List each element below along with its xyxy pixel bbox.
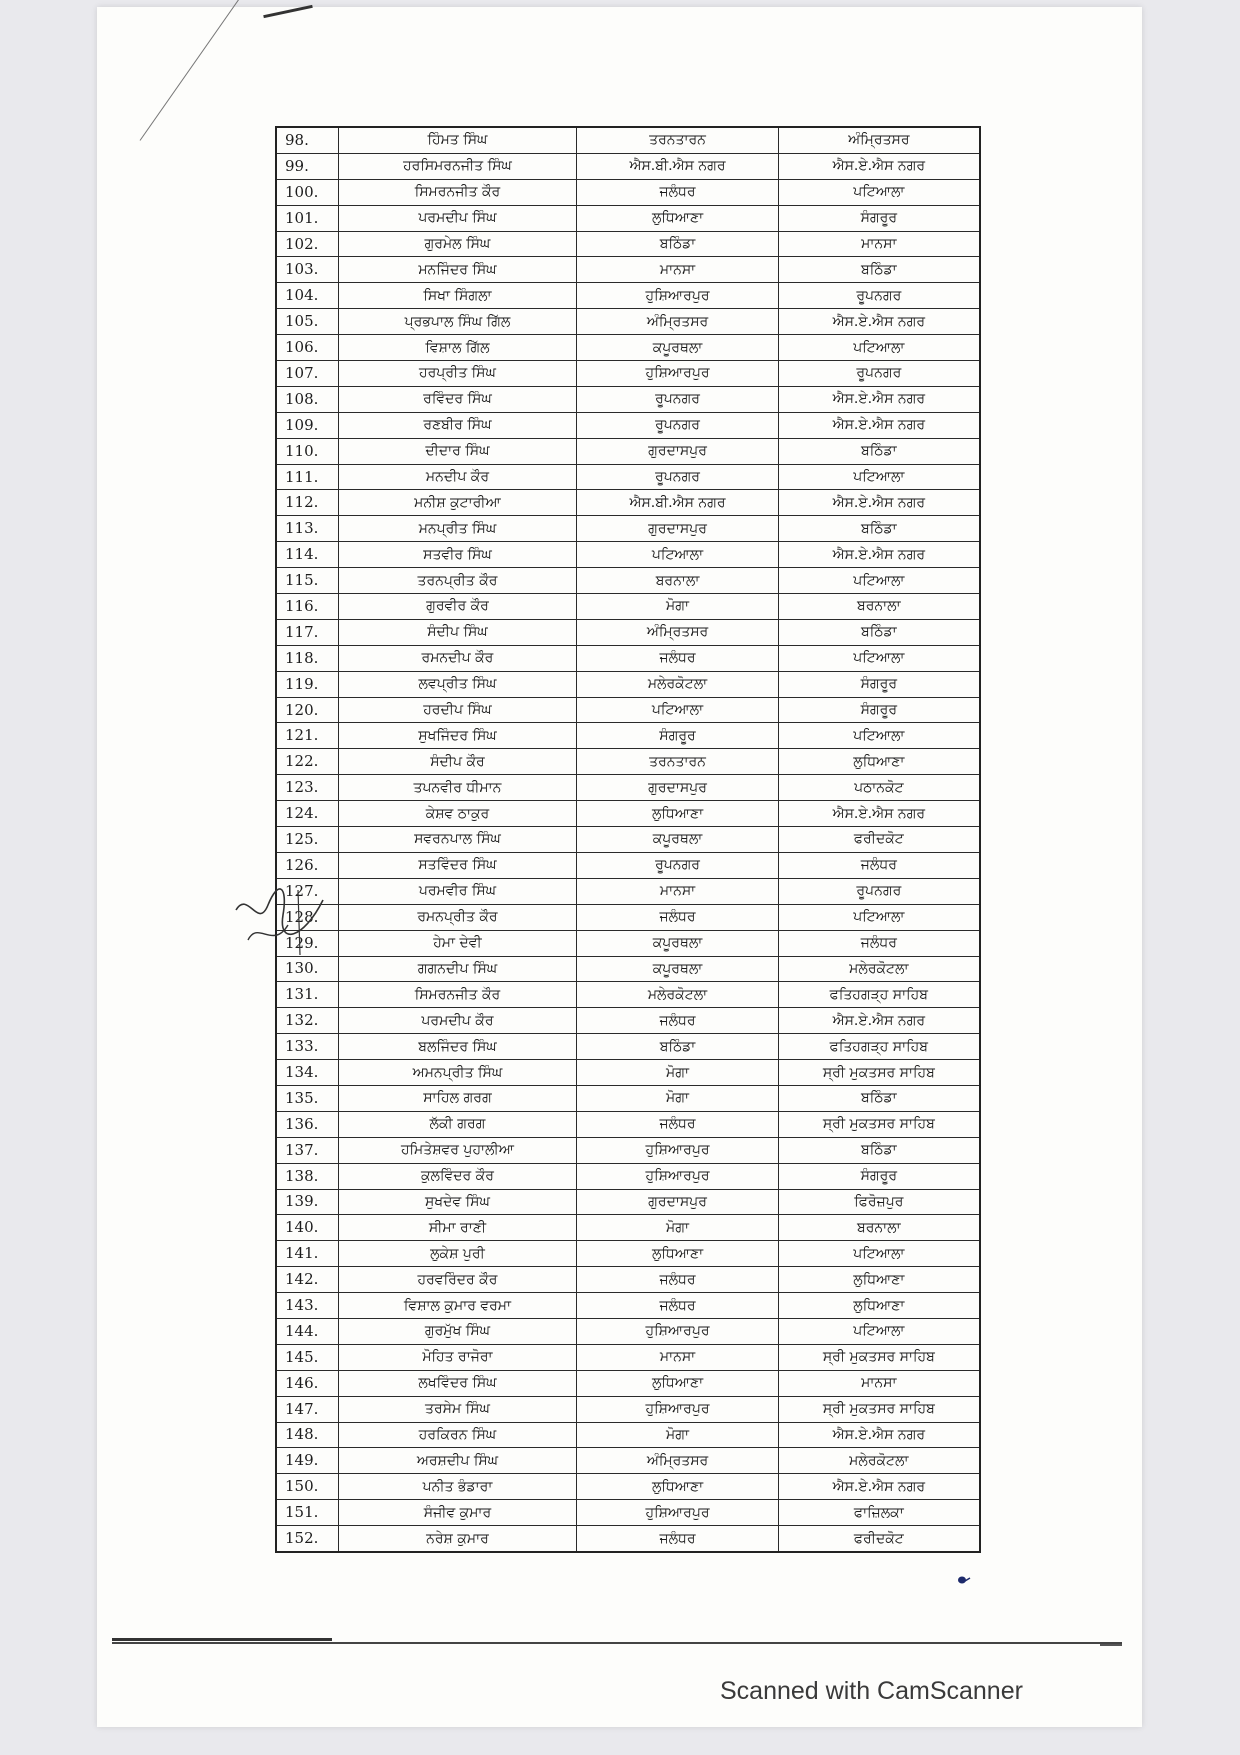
from-district: ਜਲੰਧਰ xyxy=(577,904,778,930)
table-row xyxy=(276,645,980,671)
to-district: ਐਸ.ਏ.ਐਸ ਨਗਰ xyxy=(778,1422,980,1448)
from-district: ਲੁਧਿਆਣਾ xyxy=(577,1370,778,1396)
from-district: ਅੰਮ੍ਰਿਤਸਰ xyxy=(577,309,778,335)
table-row xyxy=(276,1526,980,1552)
candidate-name: ਸੰਦੀਪ ਕੌਰ xyxy=(338,749,577,775)
table-row xyxy=(276,231,980,257)
to-district: ਸ੍ਰੀ ਮੁਕਤਸਰ ਸਾਹਿਬ xyxy=(778,1344,980,1370)
row-number: 126. xyxy=(276,852,338,878)
to-district: ਮਲੇਰਕੋਟਲਾ xyxy=(778,1448,980,1474)
row-number: 111. xyxy=(276,464,338,490)
candidate-name: ਹੇਮਾ ਦੇਵੀ xyxy=(338,930,577,956)
to-district: ਲੁਧਿਆਣਾ xyxy=(778,749,980,775)
to-district: ਪਟਿਆਲਾ xyxy=(778,1241,980,1267)
candidate-name: ਲਵਪ੍ਰੀਤ ਸਿੰਘ xyxy=(338,671,577,697)
to-district: ਐਸ.ਏ.ਐਸ ਨਗਰ xyxy=(778,153,980,179)
row-number: 118. xyxy=(276,645,338,671)
to-district: ਰੂਪਨਗਰ xyxy=(778,283,980,309)
to-district: ਸ੍ਰੀ ਮੁਕਤਸਰ ਸਾਹਿਬ xyxy=(778,1060,980,1086)
candidate-name: ਕੇਸ਼ਵ ਠਾਕੁਰ xyxy=(338,801,577,827)
table-row xyxy=(276,490,980,516)
row-number: 115. xyxy=(276,568,338,594)
to-district: ਲੁਧਿਆਣਾ xyxy=(778,1293,980,1319)
from-district: ਹੁਸ਼ਿਆਰਪੁਰ xyxy=(577,1500,778,1526)
from-district: ਰੂਪਨਗਰ xyxy=(577,464,778,490)
row-number: 124. xyxy=(276,801,338,827)
row-number: 119. xyxy=(276,671,338,697)
candidate-name: ਲੁਕੇਸ਼ ਪੁਰੀ xyxy=(338,1241,577,1267)
from-district: ਲੁਧਿਆਣਾ xyxy=(577,205,778,231)
from-district: ਤਰਨਤਾਰਨ xyxy=(577,749,778,775)
row-number: 139. xyxy=(276,1189,338,1215)
table-row xyxy=(276,1448,980,1474)
row-number: 147. xyxy=(276,1396,338,1422)
candidate-name: ਮਨੀਸ਼ ਕੁਟਾਰੀਆ xyxy=(338,490,577,516)
to-district: ਪਟਿਆਲਾ xyxy=(778,1318,980,1344)
from-district: ਹੁਸ਼ਿਆਰਪੁਰ xyxy=(577,1396,778,1422)
to-district: ਐਸ.ਏ.ਐਸ ਨਗਰ xyxy=(778,412,980,438)
from-district: ਹੁਸ਼ਿਆਰਪੁਰ xyxy=(577,1163,778,1189)
candidate-name: ਮਨਜਿੰਦਰ ਸਿੰਘ xyxy=(338,257,577,283)
candidate-name: ਸੰਜੀਵ ਕੁਮਾਰ xyxy=(338,1500,577,1526)
from-district: ਮਾਨਸਾ xyxy=(577,878,778,904)
table-row xyxy=(276,930,980,956)
row-number: 134. xyxy=(276,1060,338,1086)
row-number: 141. xyxy=(276,1241,338,1267)
to-district: ਫਰੀਦਕੋਟ xyxy=(778,1526,980,1552)
table-row xyxy=(276,1293,980,1319)
from-district: ਮਾਨਸਾ xyxy=(577,257,778,283)
row-number: 148. xyxy=(276,1422,338,1448)
row-number: 140. xyxy=(276,1215,338,1241)
candidate-name: ਸੀਮਾ ਰਾਣੀ xyxy=(338,1215,577,1241)
to-district: ਫਤਿਹਗੜ੍ਹ ਸਾਹਿਬ xyxy=(778,982,980,1008)
candidate-name: ਮਨਦੀਪ ਕੌਰ xyxy=(338,464,577,490)
table-row xyxy=(276,464,980,490)
row-number: 136. xyxy=(276,1111,338,1137)
table-row xyxy=(276,335,980,361)
to-district: ਪਟਿਆਲਾ xyxy=(778,464,980,490)
to-district: ਪਟਿਆਲਾ xyxy=(778,904,980,930)
candidate-name: ਮੋਹਿਤ ਰਾਜੋਰਾ xyxy=(338,1344,577,1370)
to-district: ਬਠਿੰਡਾ xyxy=(778,1137,980,1163)
from-district: ਕਪੂਰਥਲਾ xyxy=(577,956,778,982)
table-row xyxy=(276,1085,980,1111)
to-district: ਫਾਜ਼ਿਲਕਾ xyxy=(778,1500,980,1526)
candidate-name: ਅਰਸ਼ਦੀਪ ਸਿੰਘ xyxy=(338,1448,577,1474)
table-row xyxy=(276,153,980,179)
row-number: 108. xyxy=(276,386,338,412)
from-district: ਜਲੰਧਰ xyxy=(577,645,778,671)
candidate-name: ਨਰੇਸ਼ ਕੁਮਾਰ xyxy=(338,1526,577,1552)
candidate-name: ਪ੍ਰਭਪਾਲ ਸਿੰਘ ਗਿੱਲ xyxy=(338,309,577,335)
from-district: ਮੋਗਾ xyxy=(577,1422,778,1448)
candidate-name: ਸਿਮਰਨਜੀਤ ਕੌਰ xyxy=(338,982,577,1008)
from-district: ਬਠਿੰਡਾ xyxy=(577,231,778,257)
table-row xyxy=(276,1500,980,1526)
candidate-name: ਪਰਮਦੀਪ ਸਿੰਘ xyxy=(338,205,577,231)
from-district: ਮੋਗਾ xyxy=(577,594,778,620)
from-district: ਪਟਿਆਲਾ xyxy=(577,542,778,568)
to-district: ਫਿਰੋਜ਼ਪੁਰ xyxy=(778,1189,980,1215)
row-number: 131. xyxy=(276,982,338,1008)
row-number: 106. xyxy=(276,335,338,361)
from-district: ਬਰਨਾਲਾ xyxy=(577,568,778,594)
from-district: ਲੁਧਿਆਣਾ xyxy=(577,1474,778,1500)
table-row xyxy=(276,749,980,775)
table-row xyxy=(276,1137,980,1163)
to-district: ਸੰਗਰੂਰ xyxy=(778,697,980,723)
row-number: 123. xyxy=(276,775,338,801)
candidate-table xyxy=(275,126,981,1553)
from-district: ਜਲੰਧਰ xyxy=(577,1526,778,1552)
row-number: 110. xyxy=(276,438,338,464)
candidate-name: ਰਵਿੰਦਰ ਸਿੰਘ xyxy=(338,386,577,412)
table-row xyxy=(276,283,980,309)
candidate-name: ਵਿਸ਼ਾਲ ਗਿੱਲ xyxy=(338,335,577,361)
row-number: 130. xyxy=(276,956,338,982)
candidate-name: ਸਤਵੀਰ ਸਿੰਘ xyxy=(338,542,577,568)
candidate-name: ਸਿਖਾ ਸਿੰਗਲਾ xyxy=(338,283,577,309)
candidate-name: ਰਮਨਦੀਪ ਕੌਰ xyxy=(338,645,577,671)
to-district: ਐਸ.ਏ.ਐਸ ਨਗਰ xyxy=(778,1008,980,1034)
from-district: ਗੁਰਦਾਸਪੁਰ xyxy=(577,1189,778,1215)
to-district: ਪਟਿਆਲਾ xyxy=(778,179,980,205)
row-number: 127. xyxy=(276,878,338,904)
to-district: ਬਠਿੰਡਾ xyxy=(778,619,980,645)
from-district: ਐਸ.ਬੀ.ਐਸ ਨਗਰ xyxy=(577,490,778,516)
row-number: 122. xyxy=(276,749,338,775)
from-district: ਅੰਮ੍ਰਿਤਸਰ xyxy=(577,1448,778,1474)
candidate-name: ਪਰਮਦੀਪ ਕੌਰ xyxy=(338,1008,577,1034)
to-district: ਰੂਪਨਗਰ xyxy=(778,361,980,387)
table-row xyxy=(276,723,980,749)
candidate-name: ਤਰਨਪ੍ਰੀਤ ਕੌਰ xyxy=(338,568,577,594)
table-row xyxy=(276,1241,980,1267)
table-row xyxy=(276,257,980,283)
to-district: ਫਰੀਦਕੋਟ xyxy=(778,827,980,853)
table-row xyxy=(276,878,980,904)
table-row xyxy=(276,361,980,387)
to-district: ਅੰਮ੍ਰਿਤਸਰ xyxy=(778,127,980,153)
from-district: ਸੰਗਰੂਰ xyxy=(577,723,778,749)
from-district: ਮਲੇਰਕੋਟਲਾ xyxy=(577,671,778,697)
from-district: ਲੁਧਿਆਣਾ xyxy=(577,801,778,827)
row-number: 149. xyxy=(276,1448,338,1474)
candidate-name: ਕੁਲਵਿੰਦਰ ਕੌਰ xyxy=(338,1163,577,1189)
from-district: ਤਰਨਤਾਰਨ xyxy=(577,127,778,153)
candidate-name: ਹਿੰਮਤ ਸਿੰਘ xyxy=(338,127,577,153)
candidate-name: ਹਰਕਿਰਨ ਸਿੰਘ xyxy=(338,1422,577,1448)
row-number: 103. xyxy=(276,257,338,283)
table-row xyxy=(276,1474,980,1500)
candidate-name: ਹਰਸਿਮਰਨਜੀਤ ਸਿੰਘ xyxy=(338,153,577,179)
row-number: 137. xyxy=(276,1137,338,1163)
table-row xyxy=(276,982,980,1008)
row-number: 104. xyxy=(276,283,338,309)
candidate-name: ਹਰਪ੍ਰੀਤ ਸਿੰਘ xyxy=(338,361,577,387)
candidate-name: ਮਨਪ੍ਰੀਤ ਸਿੰਘ xyxy=(338,516,577,542)
candidate-name: ਹਰਦੀਪ ਸਿੰਘ xyxy=(338,697,577,723)
row-number: 152. xyxy=(276,1526,338,1552)
row-number: 145. xyxy=(276,1344,338,1370)
from-district: ਕਪੂਰਥਲਾ xyxy=(577,335,778,361)
table-row xyxy=(276,568,980,594)
table-row xyxy=(276,412,980,438)
candidate-name: ਅਮਨਪ੍ਰੀਤ ਸਿੰਘ xyxy=(338,1060,577,1086)
footer-rule-left xyxy=(112,1638,332,1641)
table-row xyxy=(276,1060,980,1086)
from-district: ਜਲੰਧਰ xyxy=(577,1008,778,1034)
row-number: 114. xyxy=(276,542,338,568)
candidate-name: ਸਾਹਿਲ ਗਰਗ xyxy=(338,1085,577,1111)
candidate-name: ਗਗਨਦੀਪ ਸਿੰਘ xyxy=(338,956,577,982)
table-row xyxy=(276,852,980,878)
candidate-name: ਸਿਮਰਨਜੀਤ ਕੌਰ xyxy=(338,179,577,205)
to-district: ਬਰਨਾਲਾ xyxy=(778,594,980,620)
from-district: ਜਲੰਧਰ xyxy=(577,1267,778,1293)
row-number: 138. xyxy=(276,1163,338,1189)
row-number: 144. xyxy=(276,1318,338,1344)
candidate-name: ਲਖਵਿੰਦਰ ਸਿੰਘ xyxy=(338,1370,577,1396)
to-district: ਪਟਿਆਲਾ xyxy=(778,645,980,671)
to-district: ਐਸ.ਏ.ਐਸ ਨਗਰ xyxy=(778,309,980,335)
from-district: ਜਲੰਧਰ xyxy=(577,179,778,205)
row-number: 150. xyxy=(276,1474,338,1500)
row-number: 151. xyxy=(276,1500,338,1526)
from-district: ਗੁਰਦਾਸਪੁਰ xyxy=(577,775,778,801)
to-district: ਜਲੰਧਰ xyxy=(778,930,980,956)
table-row xyxy=(276,956,980,982)
row-number: 142. xyxy=(276,1267,338,1293)
table-row xyxy=(276,179,980,205)
to-district: ਬਰਨਾਲਾ xyxy=(778,1215,980,1241)
to-district: ਐਸ.ਏ.ਐਸ ਨਗਰ xyxy=(778,801,980,827)
row-number: 101. xyxy=(276,205,338,231)
from-district: ਅੰਮ੍ਰਿਤਸਰ xyxy=(577,619,778,645)
from-district: ਗੁਰਦਾਸਪੁਰ xyxy=(577,438,778,464)
from-district: ਜਲੰਧਰ xyxy=(577,1293,778,1319)
to-district: ਮਾਨਸਾ xyxy=(778,231,980,257)
to-district: ਰੂਪਨਗਰ xyxy=(778,878,980,904)
from-district: ਮਾਨਸਾ xyxy=(577,1344,778,1370)
to-district: ਐਸ.ਏ.ਐਸ ਨਗਰ xyxy=(778,490,980,516)
to-district: ਐਸ.ਏ.ਐਸ ਨਗਰ xyxy=(778,1474,980,1500)
table-row xyxy=(276,1422,980,1448)
from-district: ਐਸ.ਬੀ.ਐਸ ਨਗਰ xyxy=(577,153,778,179)
row-number: 117. xyxy=(276,619,338,645)
table-row xyxy=(276,1267,980,1293)
from-district: ਹੁਸ਼ਿਆਰਪੁਰ xyxy=(577,283,778,309)
candidate-name: ਤਪਨਵੀਰ ਧੀਮਾਨ xyxy=(338,775,577,801)
table-row xyxy=(276,438,980,464)
from-district: ਕਪੂਰਥਲਾ xyxy=(577,827,778,853)
from-district: ਹੁਸ਼ਿਆਰਪੁਰ xyxy=(577,361,778,387)
row-number: 121. xyxy=(276,723,338,749)
to-district: ਪਟਿਆਲਾ xyxy=(778,723,980,749)
candidate-name: ਵਿਸ਼ਾਲ ਕੁਮਾਰ ਵਰਮਾ xyxy=(338,1293,577,1319)
from-district: ਜਲੰਧਰ xyxy=(577,1111,778,1137)
to-district: ਪਠਾਨਕੋਟ xyxy=(778,775,980,801)
row-number: 116. xyxy=(276,594,338,620)
row-number: 132. xyxy=(276,1008,338,1034)
candidate-name: ਸੁਖਜਿੰਦਰ ਸਿੰਘ xyxy=(338,723,577,749)
to-district: ਜਲੰਧਰ xyxy=(778,852,980,878)
table-row xyxy=(276,697,980,723)
to-district: ਸੰਗਰੂਰ xyxy=(778,1163,980,1189)
candidate-name: ਪਰਮਵੀਰ ਸਿੰਘ xyxy=(338,878,577,904)
row-number: 107. xyxy=(276,361,338,387)
table-row xyxy=(276,671,980,697)
candidate-name: ਗੁਰਮੇਲ ਸਿੰਘ xyxy=(338,231,577,257)
to-district: ਪਟਿਆਲਾ xyxy=(778,568,980,594)
table-row xyxy=(276,775,980,801)
row-number: 99. xyxy=(276,153,338,179)
to-district: ਫਤਿਹਗੜ੍ਹ ਸਾਹਿਬ xyxy=(778,1034,980,1060)
table-row xyxy=(276,205,980,231)
candidate-name: ਰਣਬੀਰ ਸਿੰਘ xyxy=(338,412,577,438)
to-district: ਬਠਿੰਡਾ xyxy=(778,1085,980,1111)
candidate-name: ਦੀਦਾਰ ਸਿੰਘ xyxy=(338,438,577,464)
candidate-name: ਸੰਦੀਪ ਸਿੰਘ xyxy=(338,619,577,645)
row-number: 146. xyxy=(276,1370,338,1396)
table-body xyxy=(276,127,980,1552)
to-district: ਮਲੇਰਕੋਟਲਾ xyxy=(778,956,980,982)
candidate-name: ਹਰਵਰਿੰਦਰ ਕੌਰ xyxy=(338,1267,577,1293)
ink-dot xyxy=(957,1575,971,1585)
table-row xyxy=(276,1163,980,1189)
table-row xyxy=(276,801,980,827)
from-district: ਮੋਗਾ xyxy=(577,1215,778,1241)
to-district: ਐਸ.ਏ.ਐਸ ਨਗਰ xyxy=(778,542,980,568)
table-row xyxy=(276,1396,980,1422)
footer-dash xyxy=(1100,1644,1122,1646)
table-row xyxy=(276,619,980,645)
candidate-name: ਸੁਖਦੇਵ ਸਿੰਘ xyxy=(338,1189,577,1215)
to-district: ਸੰਗਰੂਰ xyxy=(778,205,980,231)
table-row xyxy=(276,904,980,930)
table-row xyxy=(276,309,980,335)
camscanner-watermark: Scanned with CamScanner xyxy=(720,1677,1023,1705)
candidate-name: ਸਤਵਿੰਦਰ ਸਿੰਘ xyxy=(338,852,577,878)
table-row xyxy=(276,127,980,153)
table-row xyxy=(276,1008,980,1034)
row-number: 120. xyxy=(276,697,338,723)
table-row xyxy=(276,1370,980,1396)
row-number: 102. xyxy=(276,231,338,257)
to-district: ਸੰਗਰੂਰ xyxy=(778,671,980,697)
to-district: ਬਠਿੰਡਾ xyxy=(778,438,980,464)
table-row xyxy=(276,1034,980,1060)
from-district: ਲੁਧਿਆਣਾ xyxy=(577,1241,778,1267)
row-number: 129. xyxy=(276,930,338,956)
to-district: ਸ੍ਰੀ ਮੁਕਤਸਰ ਸਾਹਿਬ xyxy=(778,1111,980,1137)
table-row xyxy=(276,1215,980,1241)
to-district: ਬਠਿੰਡਾ xyxy=(778,516,980,542)
candidate-name: ਗੁਰਵੀਰ ਕੌਰ xyxy=(338,594,577,620)
table-row xyxy=(276,1318,980,1344)
from-district: ਰੂਪਨਗਰ xyxy=(577,852,778,878)
to-district: ਪਟਿਆਲਾ xyxy=(778,335,980,361)
to-district: ਲੁਧਿਆਣਾ xyxy=(778,1267,980,1293)
table-row xyxy=(276,1344,980,1370)
row-number: 113. xyxy=(276,516,338,542)
to-district: ਐਸ.ਏ.ਐਸ ਨਗਰ xyxy=(778,386,980,412)
candidate-name: ਗੁਰਮੁੱਖ ਸਿੰਘ xyxy=(338,1318,577,1344)
row-number: 112. xyxy=(276,490,338,516)
candidate-name: ਲੱਕੀ ਗਰਗ xyxy=(338,1111,577,1137)
from-district: ਰੂਪਨਗਰ xyxy=(577,386,778,412)
row-number: 135. xyxy=(276,1085,338,1111)
table-row xyxy=(276,1111,980,1137)
from-district: ਰੂਪਨਗਰ xyxy=(577,412,778,438)
candidate-name: ਪਨੀਤ ਭੰਡਾਰਾ xyxy=(338,1474,577,1500)
row-number: 105. xyxy=(276,309,338,335)
table-row xyxy=(276,827,980,853)
row-number: 109. xyxy=(276,412,338,438)
footer-rule xyxy=(112,1642,1122,1644)
row-number: 98. xyxy=(276,127,338,153)
from-district: ਗੁਰਦਾਸਪੁਰ xyxy=(577,516,778,542)
from-district: ਮੋਗਾ xyxy=(577,1060,778,1086)
row-number: 143. xyxy=(276,1293,338,1319)
from-district: ਹੁਸ਼ਿਆਰਪੁਰ xyxy=(577,1318,778,1344)
table-row xyxy=(276,594,980,620)
row-number: 125. xyxy=(276,827,338,853)
to-district: ਮਾਨਸਾ xyxy=(778,1370,980,1396)
from-district: ਹੁਸ਼ਿਆਰਪੁਰ xyxy=(577,1137,778,1163)
row-number: 128. xyxy=(276,904,338,930)
candidate-name: ਬਲਜਿੰਦਰ ਸਿੰਘ xyxy=(338,1034,577,1060)
candidate-name: ਤਰਸੇਮ ਸਿੰਘ xyxy=(338,1396,577,1422)
from-district: ਮਲੇਰਕੋਟਲਾ xyxy=(577,982,778,1008)
row-number: 100. xyxy=(276,179,338,205)
table-row xyxy=(276,386,980,412)
table-row xyxy=(276,516,980,542)
from-district: ਮੋਗਾ xyxy=(577,1085,778,1111)
from-district: ਪਟਿਆਲਾ xyxy=(577,697,778,723)
to-district: ਬਠਿੰਡਾ xyxy=(778,257,980,283)
row-number: 133. xyxy=(276,1034,338,1060)
from-district: ਬਠਿੰਡਾ xyxy=(577,1034,778,1060)
candidate-name: ਸਵਰਨਪਾਲ ਸਿੰਘ xyxy=(338,827,577,853)
candidate-name: ਰਮਨਪ੍ਰੀਤ ਕੌਰ xyxy=(338,904,577,930)
from-district: ਕਪੂਰਥਲਾ xyxy=(577,930,778,956)
table-row xyxy=(276,1189,980,1215)
candidate-name: ਹਮਿਤੇਸ਼ਵਰ ਪੁਹਾਲੀਆ xyxy=(338,1137,577,1163)
to-district: ਸ੍ਰੀ ਮੁਕਤਸਰ ਸਾਹਿਬ xyxy=(778,1396,980,1422)
table-row xyxy=(276,542,980,568)
handwritten-signature-mark xyxy=(228,880,338,960)
